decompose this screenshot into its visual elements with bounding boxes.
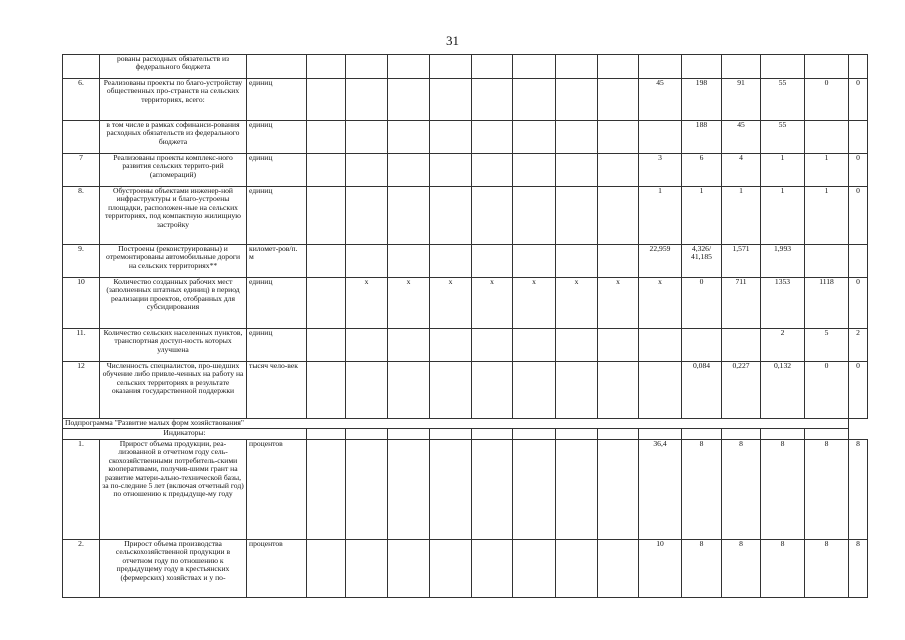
table-row [63, 329, 868, 362]
empty-cell [388, 429, 430, 440]
value-cell: 0,132 [761, 362, 805, 419]
subprogram-title: Подпрограмма "Развитие малых форм хозяйствования" [63, 419, 849, 429]
row-number-cell: 11. [63, 329, 100, 362]
value-cell [598, 329, 639, 362]
value-cell: 1 [682, 187, 722, 245]
value-cell [598, 540, 639, 598]
value-cell [388, 187, 430, 245]
value-cell [639, 362, 682, 419]
value-cell [513, 329, 556, 362]
value-cell [346, 362, 388, 419]
value-cell: 1 [805, 154, 849, 187]
value-cell [430, 329, 472, 362]
value-cell: 8 [682, 540, 722, 598]
value-cell [388, 440, 430, 540]
value-cell: 55 [761, 121, 805, 154]
value-cell [346, 154, 388, 187]
value-cell [472, 362, 513, 419]
value-cell: 1,571 [722, 245, 761, 278]
value-cell [598, 121, 639, 154]
value-cell [598, 187, 639, 245]
value-cell [346, 187, 388, 245]
value-cell [472, 121, 513, 154]
value-cell [556, 121, 598, 154]
indicator-name-cell: Реализованы проекты комплекс-ного развития сельских террито-рий (агломераций) [100, 154, 247, 187]
value-cell [556, 440, 598, 540]
empty-cell [556, 429, 598, 440]
value-cell [346, 329, 388, 362]
value-cell [849, 245, 868, 278]
value-cell: 22,959 [639, 245, 682, 278]
row-number-cell: 12 [63, 362, 100, 419]
value-cell [430, 154, 472, 187]
table-row [63, 154, 868, 187]
value-cell [556, 245, 598, 278]
value-cell [307, 154, 346, 187]
value-cell [598, 245, 639, 278]
value-cell [513, 362, 556, 419]
value-cell: х [472, 278, 513, 329]
row-number-cell: 1. [63, 440, 100, 540]
value-cell [513, 540, 556, 598]
value-cell: 4,326/ 41,185 [682, 245, 722, 278]
table-row [63, 540, 868, 598]
value-cell: х [598, 278, 639, 329]
value-cell [307, 278, 346, 329]
value-cell: 45 [722, 121, 761, 154]
value-cell: 1 [639, 187, 682, 245]
value-cell [430, 440, 472, 540]
table-row [63, 440, 868, 540]
value-cell: 0,084 [682, 362, 722, 419]
table-row [63, 55, 868, 79]
empty-cell [346, 429, 388, 440]
value-cell [472, 154, 513, 187]
value-cell [430, 362, 472, 419]
value-cell: 8 [682, 440, 722, 540]
value-cell: х [556, 278, 598, 329]
unit-cell: километ-ров/п. м [247, 245, 307, 278]
table-row [63, 362, 868, 419]
value-cell: 91 [722, 79, 761, 121]
value-cell [388, 329, 430, 362]
indicator-name-cell: Численность специалистов, про-шедших обучение либо привле-ченных на работу на сельских территориях в результате оказания государственной поддержки [100, 362, 247, 419]
value-cell [430, 187, 472, 245]
row-number-cell [63, 55, 100, 79]
value-cell [639, 55, 682, 79]
row-number-cell: 7 [63, 154, 100, 187]
value-cell [513, 440, 556, 540]
value-cell: 1 [761, 154, 805, 187]
table-row [63, 121, 868, 154]
value-cell: х [513, 278, 556, 329]
table-row [63, 79, 868, 121]
empty-cell [639, 429, 682, 440]
value-cell: 711 [722, 278, 761, 329]
value-cell: 3 [639, 154, 682, 187]
value-cell: 45 [639, 79, 682, 121]
value-cell: 0 [805, 79, 849, 121]
value-cell [722, 55, 761, 79]
empty-cell [307, 429, 346, 440]
value-cell [556, 540, 598, 598]
value-cell: 0 [849, 278, 868, 329]
empty-cell [430, 429, 472, 440]
value-cell: 188 [682, 121, 722, 154]
empty-cell [472, 429, 513, 440]
value-cell [430, 79, 472, 121]
value-cell [639, 121, 682, 154]
value-cell [472, 329, 513, 362]
value-cell: 1,993 [761, 245, 805, 278]
value-cell [472, 245, 513, 278]
value-cell: 1118 [805, 278, 849, 329]
indicator-name-cell: Прирост объема производства сельскохозяйственной продукции в отчетном году по отношению к предыдущему году в крестьянских (фермерских) хозяйствах и у по- [100, 540, 247, 598]
value-cell [682, 55, 722, 79]
value-cell: 0 [849, 79, 868, 121]
value-cell: х [346, 278, 388, 329]
value-cell [346, 79, 388, 121]
value-cell [472, 55, 513, 79]
value-cell [472, 440, 513, 540]
value-cell [513, 154, 556, 187]
value-cell: 5 [805, 329, 849, 362]
value-cell [346, 121, 388, 154]
value-cell [346, 55, 388, 79]
value-cell: 1 [761, 187, 805, 245]
row-number-cell: 10 [63, 278, 100, 329]
value-cell [805, 121, 849, 154]
value-cell: 10 [639, 540, 682, 598]
row-number-cell [63, 121, 100, 154]
table-row [63, 187, 868, 245]
value-cell: 0 [849, 154, 868, 187]
value-cell [472, 540, 513, 598]
value-cell: 6 [682, 154, 722, 187]
value-cell: х [430, 278, 472, 329]
value-cell: 1353 [761, 278, 805, 329]
unit-cell: процентов [247, 540, 307, 598]
value-cell [388, 79, 430, 121]
row-number-cell: 8. [63, 187, 100, 245]
unit-cell: тысяч чело-век [247, 362, 307, 419]
indicator-name-cell: в том числе в рамках софинанси-рования расходных обязательств из федерального бюджета [100, 121, 247, 154]
value-cell: 1 [722, 187, 761, 245]
value-cell [307, 121, 346, 154]
value-cell: 36,4 [639, 440, 682, 540]
unit-cell: единиц [247, 329, 307, 362]
unit-cell: единиц [247, 121, 307, 154]
value-cell [388, 154, 430, 187]
value-cell [556, 79, 598, 121]
value-cell [513, 187, 556, 245]
value-cell: 4 [722, 154, 761, 187]
empty-cell [682, 429, 722, 440]
indicator-name-cell: Прирост объема продукции, реа-лизованной в отчетном году сель-скохозяйственными потребитель-скими кооперативами, получив-шими грант на развитие матери-ально-технической базы, за по-следние 5 лет (включая отчетный год) по отношению к предыдуще-му году [100, 440, 247, 540]
value-cell [639, 329, 682, 362]
value-cell [805, 245, 849, 278]
value-cell [430, 55, 472, 79]
value-cell [430, 540, 472, 598]
value-cell [556, 329, 598, 362]
value-cell [307, 245, 346, 278]
value-cell [761, 55, 805, 79]
value-cell [598, 154, 639, 187]
value-cell [556, 55, 598, 79]
value-cell [388, 245, 430, 278]
value-cell [346, 245, 388, 278]
value-cell: 8 [722, 440, 761, 540]
indicator-name-cell: Реализованы проекты по благо-устройству общественных про-странств на сельских территориях, всего: [100, 79, 247, 121]
value-cell: 8 [805, 440, 849, 540]
empty-cell [513, 429, 556, 440]
value-cell [598, 79, 639, 121]
value-cell [307, 79, 346, 121]
value-cell [849, 55, 868, 79]
row-number-cell: 6. [63, 79, 100, 121]
value-cell: 8 [761, 540, 805, 598]
empty-cell [598, 429, 639, 440]
indicator-name-cell: рованы расходных обязательств из федерального бюджета [100, 55, 247, 79]
value-cell [598, 440, 639, 540]
value-cell [556, 187, 598, 245]
value-cell [805, 55, 849, 79]
value-cell [472, 79, 513, 121]
value-cell [307, 440, 346, 540]
value-cell [430, 121, 472, 154]
unit-cell: единиц [247, 154, 307, 187]
table-row [63, 419, 868, 429]
value-cell [307, 362, 346, 419]
value-cell [307, 329, 346, 362]
indicator-name-cell: Построены (реконструированы) и отремонтированы автомобильные дороги на сельских территориях** [100, 245, 247, 278]
value-cell: 0 [805, 362, 849, 419]
value-cell: 0 [682, 278, 722, 329]
indicator-name-cell: Количество созданных рабочих мест (заполненных штатных единиц) в период реализации проектов, отобранных для субсидирования [100, 278, 247, 329]
value-cell: 198 [682, 79, 722, 121]
value-cell: 2 [761, 329, 805, 362]
value-cell [682, 329, 722, 362]
unit-cell [247, 55, 307, 79]
value-cell: 8 [722, 540, 761, 598]
unit-cell: процентов [247, 440, 307, 540]
value-cell: 0 [849, 187, 868, 245]
value-cell: 0 [849, 362, 868, 419]
value-cell: х [639, 278, 682, 329]
value-cell [513, 79, 556, 121]
value-cell [430, 245, 472, 278]
table-row [63, 278, 868, 329]
value-cell [513, 121, 556, 154]
value-cell: 8 [849, 540, 868, 598]
value-cell [388, 540, 430, 598]
row-number-cell: 9. [63, 245, 100, 278]
value-cell [388, 121, 430, 154]
indicator-name-cell: Обустроены объектами инженер-ной инфраструктуры и благо-устроены площадки, расположен-ные на сельских территориях, под компактную жилищную застройку [100, 187, 247, 245]
value-cell [388, 362, 430, 419]
value-cell [598, 362, 639, 419]
value-cell [307, 55, 346, 79]
value-cell [388, 55, 430, 79]
value-cell [849, 121, 868, 154]
unit-cell: единиц [247, 187, 307, 245]
value-cell: 1 [805, 187, 849, 245]
indicators-heading: Индикаторы: [63, 429, 307, 440]
value-cell [556, 362, 598, 419]
value-cell: 8 [761, 440, 805, 540]
unit-cell: единиц [247, 278, 307, 329]
value-cell: 0,227 [722, 362, 761, 419]
empty-cell [722, 429, 761, 440]
row-number-cell: 2. [63, 540, 100, 598]
value-cell [598, 55, 639, 79]
value-cell: 55 [761, 79, 805, 121]
page-number: 31 [446, 33, 459, 48]
value-cell: 8 [849, 440, 868, 540]
value-cell [472, 187, 513, 245]
table-row [63, 245, 868, 278]
value-cell [722, 329, 761, 362]
empty-cell [761, 429, 805, 440]
table-row [63, 429, 868, 440]
value-cell [513, 245, 556, 278]
empty-cell [805, 429, 849, 440]
value-cell: 8 [805, 540, 849, 598]
unit-cell: единиц [247, 79, 307, 121]
value-cell [307, 187, 346, 245]
value-cell: 2 [849, 329, 868, 362]
value-cell [346, 540, 388, 598]
value-cell [513, 55, 556, 79]
value-cell [307, 540, 346, 598]
indicators-table [62, 54, 868, 598]
value-cell [346, 440, 388, 540]
indicator-name-cell: Количество сельских населенных пунктов, транспортная доступ-ность которых улучшена [100, 329, 247, 362]
value-cell [556, 154, 598, 187]
value-cell: х [388, 278, 430, 329]
